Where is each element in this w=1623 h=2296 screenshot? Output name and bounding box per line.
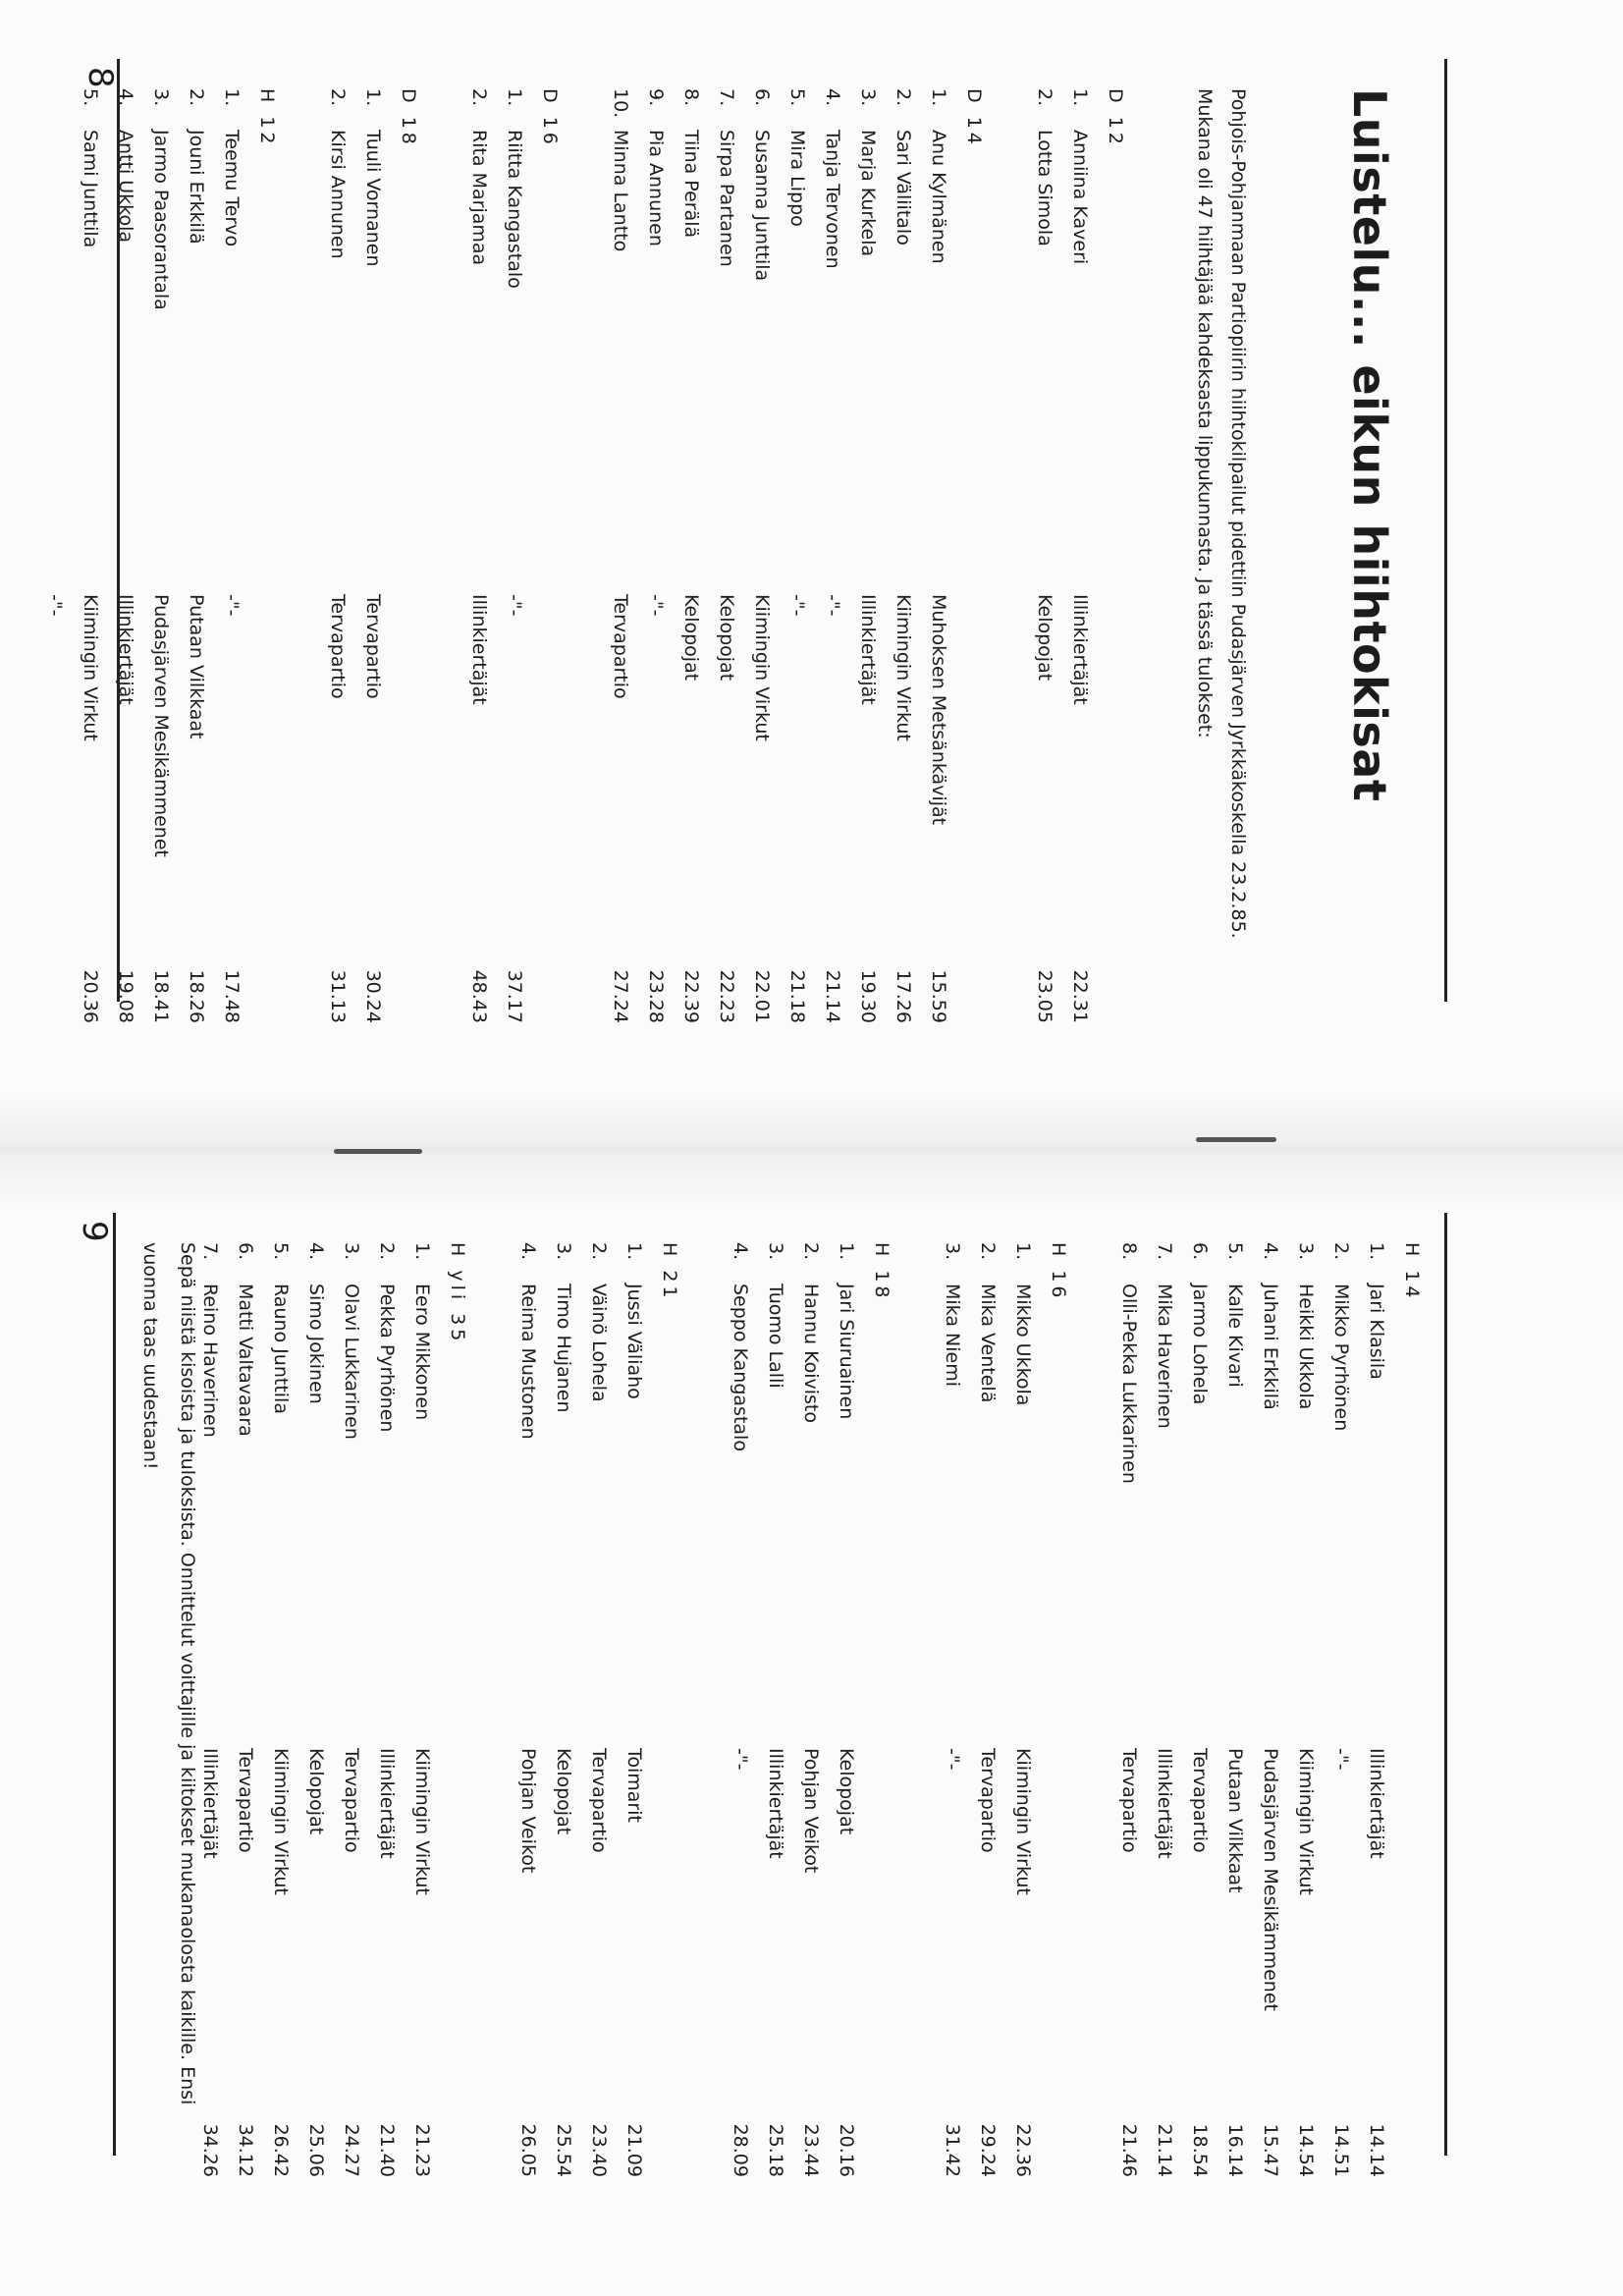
club-name: Kelopojat — [836, 1748, 857, 1835]
result-position: 3. — [857, 88, 879, 107]
competitor-name: Jussi Väliaho — [623, 1284, 645, 1399]
result-time: 28.09 — [730, 2123, 751, 2177]
result-row — [758, 1242, 793, 2185]
club-name: Putaan Vilkkaat — [1224, 1748, 1246, 1893]
result-time: 22.39 — [680, 969, 702, 1023]
result-position: 3. — [341, 1242, 362, 1261]
result-row — [1253, 1242, 1288, 2185]
result-row — [179, 88, 214, 1031]
competitor-name: Minna Lantto — [610, 130, 631, 252]
club-name: -"- — [942, 1748, 963, 1771]
result-row — [744, 88, 780, 1031]
result-position: 2. — [376, 1242, 398, 1261]
club-name: Tervapartio — [1118, 1748, 1140, 1853]
result-time: 17.48 — [221, 969, 243, 1023]
result-time: 18.26 — [186, 969, 207, 1023]
competitor-name: Jarmo Paasorantala — [150, 130, 172, 310]
category-heading: D 12 — [1105, 88, 1126, 148]
category-heading: D 14 — [963, 88, 985, 148]
result-position: 6. — [1189, 1242, 1211, 1261]
competitor-name: Eero Mikkonen — [411, 1284, 433, 1421]
competitor-name: Matti Valtavaara — [235, 1284, 256, 1437]
result-time: 14.54 — [1295, 2123, 1317, 2177]
competitor-name: Juhani Erkkilä — [1260, 1284, 1281, 1410]
result-time: 26.42 — [270, 2123, 292, 2177]
competitor-name: Olli-Pekka Lukkarinen — [1118, 1284, 1140, 1484]
result-row — [1359, 1242, 1394, 2185]
result-time: 18.54 — [1189, 2123, 1211, 2177]
result-time: 19.30 — [857, 969, 879, 1023]
center-fold — [0, 1090, 1623, 1208]
competitor-name: Heikki Ukkola — [1295, 1284, 1317, 1410]
result-time: 18.41 — [150, 969, 172, 1023]
result-row — [405, 1242, 440, 2185]
result-row — [1062, 88, 1098, 1031]
club-name: Pudasjärven Mesikämmenet — [1260, 1748, 1281, 2011]
result-row — [709, 88, 744, 1031]
result-row — [674, 88, 709, 1031]
club-name: Illinkiertäjät — [115, 594, 136, 705]
result-time: 23.28 — [645, 969, 667, 1023]
competitor-name: Mika Haverinen — [1154, 1284, 1175, 1429]
bottom-rule — [113, 1213, 116, 2156]
result-time: 25.06 — [305, 2123, 327, 2177]
club-name: Illinkiertäjät — [1366, 1748, 1387, 1859]
result-position: 5. — [1224, 1242, 1246, 1261]
club-name: Illinkiertäjät — [1069, 594, 1091, 705]
result-row — [1217, 1242, 1253, 2185]
club-name: Pohjan Veikot — [517, 1748, 539, 1874]
result-time: 34.12 — [235, 2123, 256, 2177]
competitor-name: Reima Mustonen — [517, 1284, 539, 1440]
competitor-name: Antti Ukkola — [115, 130, 136, 244]
result-row — [581, 1242, 617, 2185]
result-time: 23.44 — [800, 2123, 822, 2177]
result-position: 2. — [1330, 1242, 1352, 1261]
club-name: -"- — [1330, 1748, 1352, 1771]
result-row — [320, 88, 355, 1031]
competitor-name: Mikko Pyrhönen — [1330, 1284, 1352, 1432]
result-position: 2. — [893, 88, 914, 107]
competitor-name: Seppo Kangastalo — [730, 1284, 751, 1451]
result-position: 2. — [977, 1242, 999, 1261]
result-position: 2. — [1034, 88, 1055, 107]
club-name: Kiimingin Virkut — [893, 594, 914, 741]
trailing-ditto-row — [37, 88, 73, 1031]
result-position: 3. — [553, 1242, 574, 1261]
result-time: 15.47 — [1260, 2123, 1281, 2177]
competitor-name: Sami Junttila — [80, 130, 101, 248]
result-row — [815, 88, 850, 1031]
result-time: 20.16 — [836, 2123, 857, 2177]
result-position: 2. — [186, 88, 207, 107]
category-heading: H 16 — [1048, 1242, 1069, 1302]
club-name: Illinkiertäjät — [468, 594, 490, 705]
result-time: 26.05 — [517, 2123, 539, 2177]
club-name: Pudasjärven Mesikämmenet — [150, 594, 172, 857]
competitor-name: Jarmo Lohela — [1189, 1284, 1211, 1405]
result-position: 7. — [716, 88, 737, 107]
result-time: 29.24 — [977, 2123, 999, 2177]
section-gap — [899, 1242, 935, 2185]
category-heading: H 18 — [871, 1242, 893, 1302]
result-time: 23.05 — [1034, 969, 1055, 1023]
result-row — [511, 1242, 546, 2185]
result-time: 27.24 — [610, 969, 631, 1023]
club-name: -"- — [645, 594, 667, 617]
result-position: 1. — [928, 88, 949, 107]
club-name: Tervapartio — [362, 594, 384, 699]
club-name: -"- — [221, 594, 243, 617]
result-position: 2. — [588, 1242, 610, 1261]
result-row — [780, 88, 815, 1031]
page-number: 8 — [81, 67, 120, 88]
result-position: 4. — [517, 1242, 539, 1261]
result-position: 1. — [411, 1242, 433, 1261]
club-name: Muhoksen Metsänkävijät — [928, 594, 949, 826]
results-list — [37, 88, 1133, 1031]
result-position: 3. — [942, 1242, 963, 1261]
competitor-name: Tiina Perälä — [680, 130, 702, 239]
result-row — [334, 1242, 369, 2185]
result-row — [723, 1242, 758, 2185]
result-position: 1. — [504, 88, 525, 107]
club-name: -"- — [822, 594, 843, 617]
result-time: 16.14 — [1224, 2123, 1246, 2177]
result-position: 6. — [751, 88, 773, 107]
competitor-name: Marja Kurkela — [857, 130, 879, 257]
result-position: 3. — [150, 88, 172, 107]
result-time: 21.18 — [786, 969, 808, 1023]
club-name: Kelopojat — [1034, 594, 1055, 682]
result-time: 37.17 — [504, 969, 525, 1023]
result-row — [1182, 1242, 1217, 2185]
result-position: 1. — [1366, 1242, 1387, 1261]
result-position: 4. — [115, 88, 136, 107]
result-time: 21.09 — [623, 2123, 645, 2177]
result-time: 22.36 — [1012, 2123, 1034, 2177]
result-time: 21.14 — [1154, 2123, 1175, 2177]
club-name: Illinkiertäjät — [376, 1748, 398, 1859]
result-position: 3. — [1295, 1242, 1317, 1261]
club-name: Kiimingin Virkut — [270, 1748, 292, 1895]
result-time: 21.40 — [376, 2123, 398, 2177]
club-name: Illinkiertäjät — [765, 1748, 786, 1859]
result-row — [1147, 1242, 1182, 2185]
result-position: 1. — [1012, 1242, 1034, 1261]
result-row — [970, 1242, 1005, 2185]
section-gap — [992, 88, 1027, 1031]
club-name: Toimarit — [623, 1748, 645, 1823]
result-time: 15.59 — [928, 969, 949, 1023]
result-position: 5. — [786, 88, 808, 107]
result-time: 24.27 — [341, 2123, 362, 2177]
result-position: 10. — [610, 88, 631, 119]
result-time: 30.24 — [362, 969, 384, 1023]
competitor-name: Sari Väliitalo — [893, 130, 914, 246]
club-name: -"- — [730, 1748, 751, 1771]
competitor-name: Rita Marjamaa — [468, 130, 490, 266]
result-row — [369, 1242, 405, 2185]
result-row — [546, 1242, 581, 2185]
page-8 — [44, 59, 1473, 1061]
competitor-name: Mika Niemi — [942, 1284, 963, 1387]
section-gap — [426, 88, 461, 1031]
competitor-name: Jari Klasila — [1366, 1284, 1387, 1380]
result-position: 9. — [645, 88, 667, 107]
result-row — [617, 1242, 652, 2185]
category-heading: H yli 35 — [447, 1242, 468, 1345]
competitor-name: Timo Hujanen — [553, 1284, 574, 1413]
section-gap — [475, 1242, 511, 2185]
result-row — [355, 88, 391, 1031]
competitor-name: Väinö Lohela — [588, 1284, 610, 1402]
result-row — [850, 88, 886, 1031]
club-name: Kiimingin Virkut — [1012, 1748, 1034, 1895]
club-name: Kelopojat — [305, 1748, 327, 1835]
result-position: 5. — [80, 88, 101, 107]
result-row — [73, 88, 108, 1031]
staple-top — [1196, 1137, 1276, 1142]
result-position: 2. — [327, 88, 349, 107]
result-time: 31.13 — [327, 969, 349, 1023]
club-name: Tervapartio — [977, 1748, 999, 1853]
result-row — [263, 1242, 298, 2185]
club-name: Tervapartio — [235, 1748, 256, 1853]
result-time: 17.26 — [893, 969, 914, 1023]
result-position: 1. — [221, 88, 243, 107]
club-name: Kiimingin Virkut — [1295, 1748, 1317, 1895]
result-position: 3. — [765, 1242, 786, 1261]
result-position: 1. — [1069, 88, 1091, 107]
result-row — [214, 88, 249, 1031]
result-time: 31.42 — [942, 2123, 963, 2177]
result-position: 2. — [468, 88, 490, 107]
competitor-name: Kalle Kivari — [1224, 1284, 1246, 1388]
result-row — [228, 1242, 263, 2185]
result-row — [638, 88, 674, 1031]
result-position: 1. — [623, 1242, 645, 1261]
result-position: 4. — [305, 1242, 327, 1261]
competitor-name: Kirsi Annunen — [327, 130, 349, 259]
competitor-name: Mikko Ukkola — [1012, 1284, 1034, 1406]
club-name: Tervapartio — [1189, 1748, 1211, 1853]
category-heading: H 14 — [1401, 1242, 1423, 1302]
result-row — [886, 88, 921, 1031]
competitor-name: Pia Annunen — [645, 130, 667, 246]
result-time: 21.14 — [822, 969, 843, 1023]
section-gap — [285, 88, 320, 1031]
result-row — [461, 88, 497, 1031]
result-row — [935, 1242, 970, 2185]
top-rule — [1444, 1213, 1447, 2156]
result-row — [793, 1242, 829, 2185]
results-list — [192, 1242, 1430, 2185]
result-time: 20.36 — [80, 969, 101, 1023]
result-time: 48.43 — [468, 969, 490, 1023]
competitor-name: Lotta Simola — [1034, 130, 1055, 246]
competitor-name: Pekka Pyrhönen — [376, 1284, 398, 1433]
category-heading: H 21 — [659, 1242, 680, 1302]
club-name: Kelopojat — [716, 594, 737, 682]
club-name: Kiimingin Virkut — [411, 1748, 433, 1895]
club-name: Kelopojat — [680, 594, 702, 682]
competitor-name: Olavi Lukkarinen — [341, 1284, 362, 1440]
result-time: 21.46 — [1118, 2123, 1140, 2177]
result-row — [497, 88, 532, 1031]
page-9 — [69, 1213, 1473, 2214]
result-position: 1. — [362, 88, 384, 107]
result-row — [143, 88, 179, 1031]
competitor-name: Tanja Tervonen — [822, 130, 843, 269]
page-number: 9 — [75, 1221, 114, 1242]
club-name: Putaan Vilkkaat — [186, 594, 207, 739]
competitor-name: Hannu Koivisto — [800, 1284, 822, 1424]
club-name: Illinkiertäjät — [1154, 1748, 1175, 1859]
club-name: Pohjan Veikot — [800, 1748, 822, 1874]
page-title: Luistelu... eikun hiihtokisat — [1343, 88, 1396, 802]
result-time: 25.54 — [553, 2123, 574, 2177]
staple-bottom — [334, 1149, 422, 1154]
result-position: 4. — [822, 88, 843, 107]
result-position: 8. — [680, 88, 702, 107]
competitor-name: Susanna Junttila — [751, 130, 773, 282]
result-time: 25.18 — [765, 2123, 786, 2177]
competitor-name: Mika Ventelä — [977, 1284, 999, 1403]
competitor-name: Mira Lippo — [786, 130, 808, 227]
competitor-name: Jari Siuruainen — [836, 1284, 857, 1420]
result-row — [1111, 1242, 1147, 2185]
competitor-name: Sirpa Partanen — [716, 130, 737, 267]
result-position: 1. — [836, 1242, 857, 1261]
result-position: 8. — [1118, 1242, 1140, 1261]
competitor-name: Jouni Erkkilä — [186, 130, 207, 245]
competitor-name: Tuomo Lalli — [765, 1284, 786, 1389]
result-position: 2. — [800, 1242, 822, 1261]
club-name: -"- — [504, 594, 525, 617]
club-name: Tervapartio — [588, 1748, 610, 1853]
competitor-name: Riitta Kangastalo — [504, 130, 525, 289]
club-name: Kiimingin Virkut — [80, 594, 101, 741]
competitor-name: Reino Haverinen — [199, 1284, 221, 1438]
section-gap — [1076, 1242, 1111, 2185]
club-name: Illinkiertäjät — [199, 1748, 221, 1859]
result-time: 34.26 — [199, 2123, 221, 2177]
result-time: 22.31 — [1069, 969, 1091, 1023]
result-time: 14.14 — [1366, 2123, 1387, 2177]
result-row — [1288, 1242, 1324, 2185]
result-row — [603, 88, 638, 1031]
competitor-name: Tuuli Vornanen — [362, 130, 384, 267]
category-heading: D 18 — [398, 88, 419, 148]
result-row — [921, 88, 956, 1031]
result-row — [298, 1242, 334, 2185]
category-heading: D 16 — [539, 88, 561, 148]
result-position: 6. — [235, 1242, 256, 1261]
club-name: Tervapartio — [327, 594, 349, 699]
club-name: Tervapartio — [610, 594, 631, 699]
result-time: 19.08 — [115, 969, 136, 1023]
bottom-rule — [117, 59, 120, 1002]
result-time: 23.40 — [588, 2123, 610, 2177]
result-row — [1005, 1242, 1041, 2185]
top-rule — [1444, 59, 1447, 1002]
result-time: 22.01 — [751, 969, 773, 1023]
club-name: Kelopojat — [553, 1748, 574, 1835]
result-time: 21.23 — [411, 2123, 433, 2177]
result-position: 4. — [730, 1242, 751, 1261]
result-position: 7. — [199, 1242, 221, 1261]
competitor-name: Anniina Kaveri — [1069, 130, 1091, 265]
result-row — [829, 1242, 864, 2185]
result-row — [1324, 1242, 1359, 2185]
club-name: -"- — [786, 594, 808, 617]
category-heading: H 12 — [256, 88, 278, 148]
intro-paragraph: Pohjois-Pohjanmaan Partiopiirin hiihtokilpailut pidettiin Pudasjärven Jyrkkäkoskella 23.2.85. Mukana oli 47 hiihtäjää kahdeksasta lippukunnasta. Ja tässä tulokset: — [1194, 88, 1249, 939]
competitor-name: Teemu Tervo — [221, 130, 243, 247]
ditto-mark: -"- — [44, 594, 66, 617]
result-time: 22.23 — [716, 969, 737, 1023]
result-row — [108, 88, 143, 1031]
result-position: 4. — [1260, 1242, 1281, 1261]
club-name: Kiimingin Virkut — [751, 594, 773, 741]
result-position: 5. — [270, 1242, 292, 1261]
club-name: Illinkiertäjät — [857, 594, 879, 705]
club-name: Tervapartio — [341, 1748, 362, 1853]
competitor-name: Rauno Junttila — [270, 1284, 292, 1414]
result-time: 14.51 — [1330, 2123, 1352, 2177]
competitor-name: Simo Jokinen — [305, 1284, 327, 1404]
result-row — [1027, 88, 1062, 1031]
closing-paragraph: Sepä niistä kisoista ja tuloksista. Onnittelut voittajille ja kiitokset mukanaolosta kaikille. Ensi vuonna taas uudestaan! — [139, 1242, 198, 2105]
section-gap — [687, 1242, 723, 2185]
section-gap — [568, 88, 603, 1031]
competitor-name: Anu Kylmänen — [928, 130, 949, 264]
result-position: 7. — [1154, 1242, 1175, 1261]
